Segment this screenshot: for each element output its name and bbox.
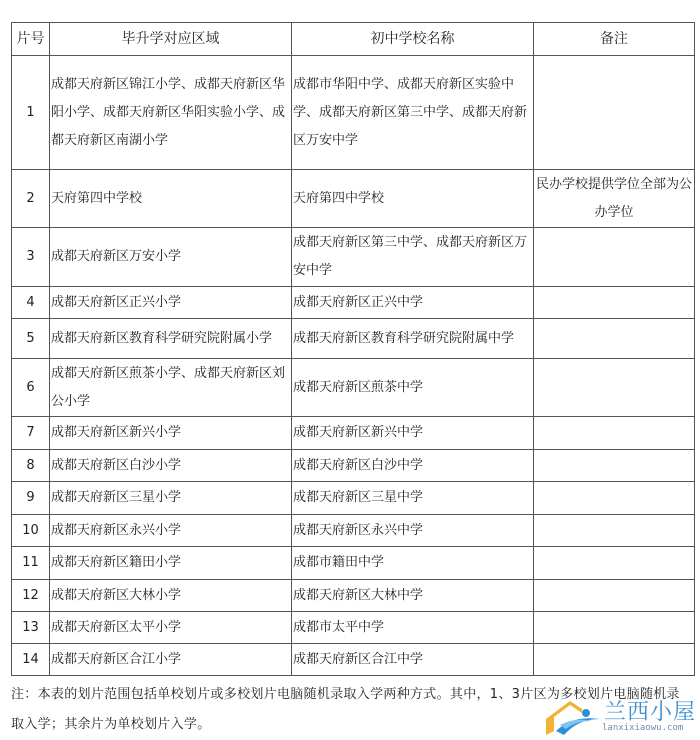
cell-no: 3 [12, 228, 50, 287]
header-remark: 备注 [534, 23, 695, 56]
table-row [12, 319, 695, 359]
table-row [12, 612, 695, 644]
table-footnote: 注：本表的划片范围包括单校划片或多校划片电脑随机录取入学两种方式。其中，1、3片区为多校划片电脑随机录取入学；其余片为单校划片入学。 [11, 687, 680, 732]
cell-primary: 成都天府新区籍田小学 [50, 547, 292, 580]
cell-remark [534, 417, 695, 450]
cell-no: 6 [12, 359, 50, 417]
table-row [12, 515, 695, 547]
table-row [12, 547, 695, 580]
cell-middle: 成都市籍田中学 [292, 547, 534, 580]
cell-middle: 成都天府新区煎茶中学 [292, 359, 534, 417]
cell-no: 9 [12, 482, 50, 515]
cell-middle: 成都市太平中学 [292, 612, 534, 644]
cell-middle: 成都天府新区教育科学研究院附属中学 [292, 319, 534, 359]
cell-remark [534, 450, 695, 482]
cell-no: 5 [12, 319, 50, 359]
table-row [12, 450, 695, 482]
cell-middle: 成都市华阳中学、成都天府新区实验中学、成都天府新区第三中学、成都天府新区万安中学 [292, 56, 534, 170]
table-row [12, 359, 695, 417]
cell-no: 7 [12, 417, 50, 450]
table-row [12, 170, 695, 228]
cell-middle: 成都天府新区白沙中学 [292, 450, 534, 482]
cell-primary: 成都天府新区三星小学 [50, 482, 292, 515]
table-row [12, 644, 695, 676]
cell-remark [534, 515, 695, 547]
cell-primary: 成都天府新区教育科学研究院附属小学 [50, 319, 292, 359]
cell-middle: 成都天府新区第三中学、成都天府新区万安中学 [292, 228, 534, 287]
cell-no: 1 [12, 56, 50, 170]
cell-no: 11 [12, 547, 50, 580]
table-header-row [12, 23, 695, 56]
house-logo-icon [542, 697, 604, 737]
cell-remark [534, 482, 695, 515]
cell-middle: 成都天府新区永兴中学 [292, 515, 534, 547]
cell-remark [534, 319, 695, 359]
cell-primary: 成都天府新区万安小学 [50, 228, 292, 287]
cell-primary: 成都天府新区新兴小学 [50, 417, 292, 450]
cell-remark [534, 287, 695, 319]
header-no: 片号 [12, 23, 50, 56]
cell-remark [534, 547, 695, 580]
school-zone-table [11, 22, 695, 676]
cell-primary: 成都天府新区正兴小学 [50, 287, 292, 319]
cell-primary: 成都天府新区太平小学 [50, 612, 292, 644]
cell-remark [534, 612, 695, 644]
cell-no: 13 [12, 612, 50, 644]
cell-primary: 成都天府新区白沙小学 [50, 450, 292, 482]
watermark-url: lanxixiaowu.com [602, 723, 684, 733]
cell-primary: 成都天府新区锦江小学、成都天府新区华阳小学、成都天府新区华阳实验小学、成都天府新区南湖小学 [50, 56, 292, 170]
cell-middle: 成都天府新区三星中学 [292, 482, 534, 515]
table-row [12, 228, 695, 287]
cell-no: 12 [12, 580, 50, 612]
cell-middle: 成都天府新区大林中学 [292, 580, 534, 612]
cell-primary: 成都天府新区永兴小学 [50, 515, 292, 547]
cell-no: 14 [12, 644, 50, 676]
cell-remark [534, 56, 695, 170]
watermark-brand: 兰西小屋 [604, 700, 697, 725]
table-row [12, 482, 695, 515]
cell-remark [534, 580, 695, 612]
table-row [12, 580, 695, 612]
cell-remark [534, 359, 695, 417]
table-row [12, 287, 695, 319]
watermark [542, 697, 697, 737]
cell-middle: 成都天府新区合江中学 [292, 644, 534, 676]
cell-no: 2 [12, 170, 50, 228]
cell-primary: 成都天府新区大林小学 [50, 580, 292, 612]
cell-primary: 成都天府新区合江小学 [50, 644, 292, 676]
cell-middle: 天府第四中学校 [292, 170, 534, 228]
cell-remark [534, 644, 695, 676]
table-row [12, 417, 695, 450]
cell-primary: 天府第四中学校 [50, 170, 292, 228]
cell-middle: 成都天府新区正兴中学 [292, 287, 534, 319]
cell-remark: 民办学校提供学位全部为公办学位 [534, 170, 695, 228]
cell-no: 10 [12, 515, 50, 547]
cell-primary: 成都天府新区煎茶小学、成都天府新区刘公小学 [50, 359, 292, 417]
cell-no: 4 [12, 287, 50, 319]
cell-middle: 成都天府新区新兴中学 [292, 417, 534, 450]
header-primary-area: 毕升学对应区域 [50, 23, 292, 56]
table-row [12, 56, 695, 170]
cell-remark [534, 228, 695, 287]
header-middle-school: 初中学校名称 [292, 23, 534, 56]
cell-no: 8 [12, 450, 50, 482]
